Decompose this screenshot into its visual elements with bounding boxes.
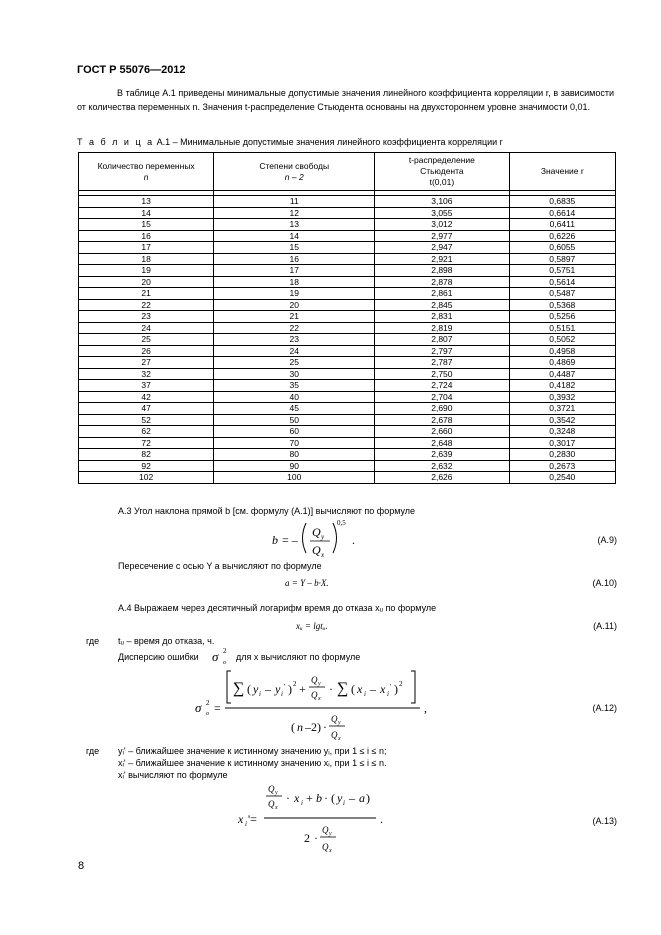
table-cell: 2,807 [375,334,509,346]
table-cell: 0,5614 [509,276,615,288]
table-cell: 62 [79,426,214,438]
table-cell: 0,2830 [509,449,615,461]
svg-text:Q: Q [268,784,275,794]
svg-text:): ) [288,682,292,696]
table-cell: 2,690 [375,403,509,415]
table-row [79,196,616,208]
table-cell: 0,5751 [509,265,615,277]
formula-a10: a = Y – b·X. [285,578,329,588]
svg-text:∑: ∑ [233,680,245,697]
table-cell: 24 [214,345,375,357]
table-row [79,322,616,334]
table-cell: 13 [79,196,214,208]
table-cell: 14 [214,230,375,242]
svg-text:–: – [370,682,376,696]
table-cell: 40 [214,391,375,403]
table-cell: 2,845 [375,299,509,311]
table-cell: 20 [79,276,214,288]
table-cell: 19 [79,265,214,277]
col-header-r: Значение r [509,153,615,191]
table-cell: 50 [214,414,375,426]
svg-text:i: i [301,799,303,807]
where2-label: где [86,746,100,756]
intercept-text: Пересечение с осью Y a вычисляют по формуле [118,561,322,571]
svg-text:Q: Q [331,714,338,724]
svg-text:x: x [357,682,363,696]
table-row [79,219,616,231]
table-cell: 0,3721 [509,403,615,415]
table-cell: 16 [214,253,375,265]
svg-text:x: x [238,812,244,826]
table-cell: 30 [214,368,375,380]
svg-text:x: x [294,791,300,805]
table-cell: 0,3248 [509,426,615,438]
svg-text:i: i [387,690,389,698]
where1-text: tᵤ – время до отказа, ч. [118,636,215,646]
svg-text:o: o [206,711,209,717]
svg-text:.: . [380,812,383,826]
table-cell: 2,626 [375,472,509,484]
eq-a13-number: (А.13) [592,816,617,826]
table-row [79,426,616,438]
table-cell: 0,5368 [509,299,615,311]
svg-text:x: x [338,736,341,742]
table-cell: 3,106 [375,196,509,208]
table-row [79,311,616,323]
svg-text:·: · [323,720,327,734]
table-cell: 2,878 [375,276,509,288]
svg-text:,: , [424,701,427,715]
svg-text:y: y [321,533,325,541]
intro-paragraph: В таблице А.1 приведены минимальные допустимые значения линейного коэффициента корреляции r, в зависимости от количества переменных n. Значения t-распределение Стьюдента основаны на двухстороннем уровне значимости 0,01. [77,88,614,112]
table-cell: 27 [79,357,214,369]
table-row [79,242,616,254]
table-cell: 2,861 [375,288,509,300]
table-cell: 3,055 [375,207,509,219]
col-header-variables: Количество переменных n [79,153,214,191]
table-cell: 102 [79,472,214,484]
table-cell: 42 [79,391,214,403]
svg-text:2: 2 [304,831,310,845]
svg-text:–: – [349,791,355,805]
svg-text:·: · [314,831,318,845]
svg-text:Q: Q [322,825,329,835]
table-cell: 13 [214,219,375,231]
table-cell: 2,921 [375,253,509,265]
table-row [79,345,616,357]
table-cell: 2,819 [375,322,509,334]
svg-text:Q: Q [311,675,318,685]
table-cell: 72 [79,437,214,449]
table-cell: 17 [79,242,214,254]
table-cell: 2,639 [375,449,509,461]
svg-text:i: i [364,690,366,698]
svg-text:2: 2 [206,699,210,707]
svg-text:y: y [337,791,343,805]
table-row [79,299,616,311]
table-cell: 2,648 [375,437,509,449]
table-cell: 0,6835 [509,196,615,208]
where2-line2: xᵢ' – ближайшее значение к истинному значению xᵢ, при 1 ≤ i ≤ n. [118,758,387,768]
svg-text:2: 2 [223,647,227,655]
table-row [79,449,616,461]
table-cell: 60 [214,426,375,438]
table-row [79,288,616,300]
table-cell: 23 [214,334,375,346]
svg-text:b: b [272,533,278,547]
a4-text: А.4 Выражаем через десятичный логарифм время до отказа xᵤ по формуле [118,603,437,613]
svg-text:y: y [329,831,332,837]
table-cell: 0,4487 [509,368,615,380]
table-cell: 47 [79,403,214,415]
svg-text:(: ( [291,720,295,734]
table-cell: 16 [79,230,214,242]
table-cell: 15 [214,242,375,254]
svg-text:(: ( [331,791,335,805]
svg-text:·: · [286,791,290,805]
table-cell: 25 [214,357,375,369]
table-cell: 2,898 [375,265,509,277]
table-cell: 2,632 [375,460,509,472]
table-cell: 37 [79,380,214,392]
table-cell: 0,3932 [509,391,615,403]
table-cell: 12 [214,207,375,219]
table-cell: 2,831 [375,311,509,323]
xi-text: xᵢ' вычисляют по формуле [118,770,228,780]
svg-text:(: ( [247,682,251,696]
table-cell: 2,704 [375,391,509,403]
svg-text:y: y [275,790,278,796]
table-cell: 32 [79,368,214,380]
table-cell: 2,977 [375,230,509,242]
table-row [79,460,616,472]
a3-text: А.3 Угол наклона прямой b [см. формулу (А.1)] вычисляют по формуле [118,506,416,516]
table-cell: 0,2540 [509,472,615,484]
table-cell: 35 [214,380,375,392]
table-cell: 22 [79,299,214,311]
svg-text:x: x [321,551,325,559]
table-cell: 80 [214,449,375,461]
table-cell: 2,750 [375,368,509,380]
table-row [79,403,616,415]
svg-text:+: + [306,791,313,805]
formula-a12 [195,665,445,745]
table-cell: 0,5151 [509,322,615,334]
table-row [79,253,616,265]
table-cell: 0,4182 [509,380,615,392]
svg-text:Q: Q [312,543,321,557]
svg-text:i: i [259,690,261,698]
table-cell: 45 [214,403,375,415]
svg-text:σ: σ [195,700,202,715]
svg-text:.: . [352,533,355,547]
svg-text:y: y [338,720,341,726]
svg-text:2: 2 [293,680,297,688]
where2-line1: yᵢ' – ближайшее значение к истинному значению yᵢ, при 1 ≤ i ≤ n; [118,746,387,756]
table-row [79,380,616,392]
svg-text:': ' [284,683,286,691]
table-cell: 100 [214,472,375,484]
svg-text:Q: Q [312,525,321,539]
eq-a11-number: (А.11) [593,621,617,631]
svg-text:+: + [299,682,306,696]
svg-text:·: · [329,682,333,696]
svg-text:(: ( [351,682,355,696]
page-number: 8 [78,860,85,872]
table-header-row [79,153,616,191]
table-row [79,265,616,277]
table-row [79,207,616,219]
svg-text:n: n [297,720,303,734]
svg-text:–: – [265,682,271,696]
doc-header: ГОСТ Р 55076—2012 [77,64,186,76]
svg-text:0,5: 0,5 [337,519,346,527]
table-caption-text: А.1 – Минимальные допустимые значения линейного коэффициента корреляции r [156,137,503,147]
table-row [79,391,616,403]
dispersion-pre: Дисперсию ошибки [118,652,199,662]
table-cell: 0,6411 [509,219,615,231]
table-cell: 2,724 [375,380,509,392]
svg-text:a: a [359,791,365,805]
svg-text:y: y [253,682,259,696]
svg-text:'=: '= [248,812,257,826]
table-cell: 21 [214,311,375,323]
svg-text:=: = [214,701,221,715]
table-row [79,357,616,369]
svg-text:x: x [275,805,278,811]
table-cell: 0,6226 [509,230,615,242]
formula-a13 [238,780,398,862]
table-caption-prefix: Т а б л и ц а [77,137,155,147]
svg-text:): ) [366,791,370,805]
table-cell: 0,6614 [509,207,615,219]
table-row [79,276,616,288]
table-cell: 0,6055 [509,242,615,254]
svg-text:·: · [324,791,328,805]
svg-text:i: i [245,820,247,828]
table-cell: 70 [214,437,375,449]
col-header-degrees: Степени свободы n – 2 [214,153,375,191]
table-cell: 18 [79,253,214,265]
dispersion-post: для x вычисляют по формуле [236,652,361,662]
table-cell: 25 [79,334,214,346]
table-cell: 19 [214,288,375,300]
table-row [79,437,616,449]
eq-a12-number: (А.12) [592,703,617,713]
table-cell: 0,4869 [509,357,615,369]
table-cell: 0,5052 [509,334,615,346]
table-cell: 17 [214,265,375,277]
table-caption [77,137,617,147]
sigma-symbol [211,645,233,665]
table-row [79,334,616,346]
svg-text:σ: σ [212,649,219,664]
svg-text:∑: ∑ [337,680,349,697]
svg-text:x: x [380,682,386,696]
table-body [79,196,616,484]
svg-text:x: x [329,848,332,854]
formula-a11: xᵤ = lgtᵤ. [296,621,328,631]
svg-text:–2): –2) [305,720,321,734]
table-cell: 2,947 [375,242,509,254]
table-cell: 90 [214,460,375,472]
svg-text:': ' [390,683,392,691]
svg-text:x: x [318,696,321,702]
svg-text:i: i [343,799,345,807]
table-row [79,414,616,426]
table-cell: 24 [79,322,214,334]
table-cell: 0,3017 [509,437,615,449]
table-cell: 18 [214,276,375,288]
table-cell: 2,787 [375,357,509,369]
table-cell: 0,5897 [509,253,615,265]
table-cell: 52 [79,414,214,426]
table-cell: 14 [79,207,214,219]
table-cell: 0,2673 [509,460,615,472]
table-cell: 11 [214,196,375,208]
svg-text:y: y [318,681,321,687]
table-row [79,368,616,380]
eq-a10-number: (А.10) [592,578,617,588]
svg-text:Q: Q [322,842,329,852]
table-cell: 23 [79,311,214,323]
svg-text:): ) [394,682,398,696]
table-cell: 0,5256 [509,311,615,323]
svg-text:= –: = – [282,533,298,547]
table-cell: 20 [214,299,375,311]
table-cell: 15 [79,219,214,231]
table-row [79,472,616,484]
where1-label: где [86,636,100,646]
table-cell: 22 [214,322,375,334]
col-header-t-dist: t-распределение Стьюдента t(0,01) [375,153,509,191]
svg-text:2: 2 [399,680,403,688]
table-cell: 21 [79,288,214,300]
svg-text:o: o [223,660,226,665]
table-cell: 0,4958 [509,345,615,357]
svg-text:b: b [316,791,322,805]
table-cell: 0,5487 [509,288,615,300]
table-cell: 3,012 [375,219,509,231]
svg-text:i: i [281,690,283,698]
table-cell: 2,797 [375,345,509,357]
svg-text:Q: Q [331,730,338,740]
formula-a9 [262,515,362,561]
table-cell: 2,678 [375,414,509,426]
table-cell: 92 [79,460,214,472]
table-cell: 2,660 [375,426,509,438]
eq-a9-number: (А.9) [597,535,617,545]
table-cell: 0,3542 [509,414,615,426]
table-cell: 82 [79,449,214,461]
svg-text:y: y [275,682,281,696]
table-row [79,230,616,242]
table-cell: 26 [79,345,214,357]
svg-text:Q: Q [268,799,275,809]
values-table [78,152,616,484]
svg-text:Q: Q [311,690,318,700]
